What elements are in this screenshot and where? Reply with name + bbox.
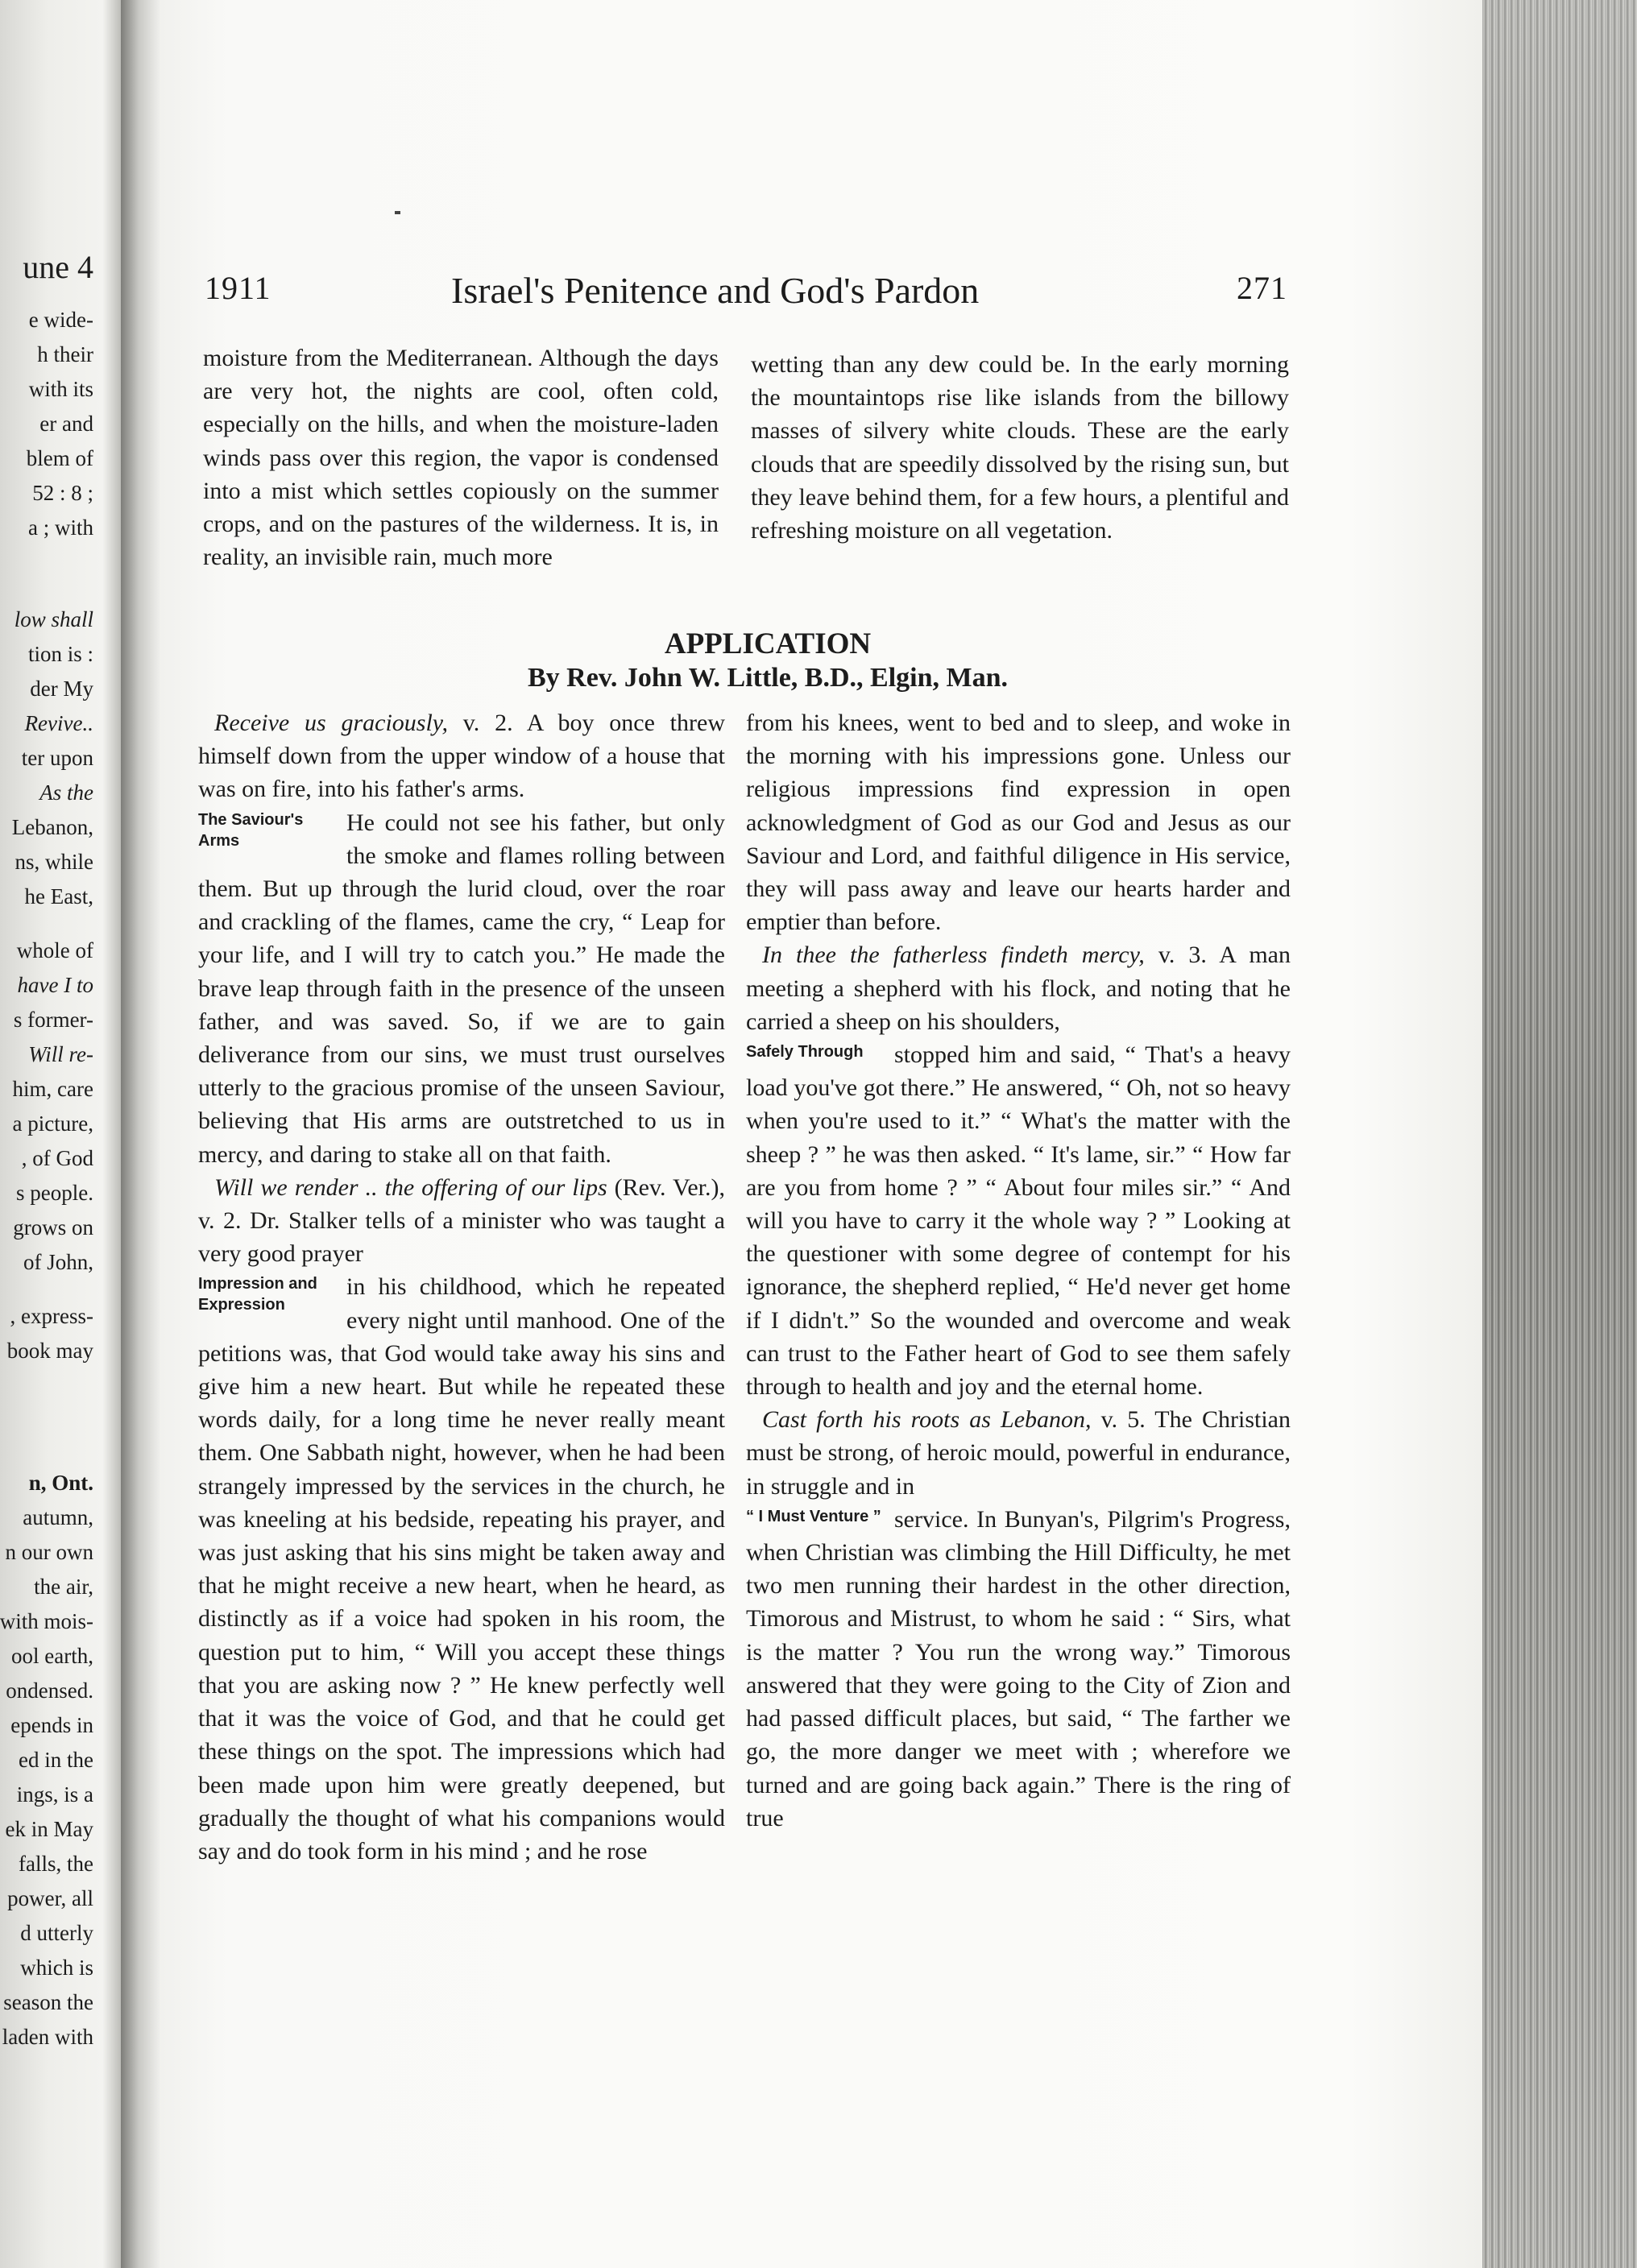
facing-page-line: he East,: [24, 884, 93, 908]
facing-page-line: the air,: [34, 1575, 93, 1599]
byline: By Rev. John W. Little, B.D., Elgin, Man.: [527, 663, 1009, 693]
facing-page-line: ondensed.: [6, 1678, 93, 1703]
print-speck: [395, 211, 400, 214]
facing-page-line: of John,: [23, 1250, 93, 1274]
side-heading: “ I Must Venture ”: [746, 1507, 881, 1525]
facing-page-line: n our own: [5, 1540, 93, 1564]
side-heading: Safely Through: [746, 1043, 864, 1062]
facing-page-line: grows on: [13, 1215, 93, 1240]
top-right-column: [751, 348, 1289, 547]
book-gutter: [121, 0, 161, 2268]
facing-page-line: ings, is a: [16, 1782, 93, 1807]
facing-page-line: ek in May: [5, 1817, 93, 1841]
paragraph: “ I Must Venture ” service. In Bunyan's, Pilgrim's Progress, when Christian was climbing the Hill Difficulty, he met two men running their hardest in the other direction, Timorous and Mistrust, to whom he said : “ Sirs, what is the matter ? You run the wrong way.” Timorous answered that they were going to the City of Zion and had passed difficult places, but said, “ The farther we go, the more danger we meet with ; wherefore we turned and are going back again.” There is the ring of true: [746, 1505, 1291, 1831]
facing-page-text: [0, 0, 121, 2268]
paragraph: Will we render .. the offering of our lips (Rev. Ver.), v. 2. Dr. Stalker tells of a minister who was taught a very good prayer: [198, 1173, 725, 1268]
facing-page-line: 52 : 8 ;: [32, 481, 93, 505]
facing-page-line: whole of: [16, 938, 93, 962]
facing-page-line: blem of: [26, 446, 93, 470]
facing-page-line: ed in the: [19, 1748, 93, 1772]
paragraph: Receive us graciously, v. 2. A boy once threw himself down from the upper window of a house that was on fire, into his father's arms.: [198, 710, 725, 803]
facing-page-line: h their: [37, 342, 93, 366]
side-heading: The Saviour's Arms: [198, 810, 304, 850]
facing-page-line: n, Ont.: [28, 1471, 93, 1495]
facing-page-line: have I to: [17, 973, 93, 997]
facing-page-line: , express-: [10, 1304, 93, 1328]
scripture-reference: Cast forth his roots as Lebanon,: [762, 1406, 1092, 1434]
facing-page-line: tion is :: [27, 642, 93, 666]
main-right-column: [746, 706, 1291, 1835]
facing-page-line: ool earth,: [11, 1644, 93, 1668]
section-heading: APPLICATION: [664, 627, 872, 660]
facing-page-line: er and: [39, 412, 93, 436]
paragraph: Impression and Expression in his childhood, which he repeated every night until manhood. One of the petitions was, that God would take away his sins and give him a new heart. But while he repeated these words daily, for a long time he never really meant them. One Sabbath night, however, when he had been strangely impressed by the services in the church, he was kneeling at his bedside, repeating his prayer, and was just asking that his sins might be taken away and that he might receive a new heart, when he heard, as distinctly as if a voice had spoken in his room, the question put to him, “ Will you accept these things that you are asking now ? ” He knew perfectly well that it was the voice of God, and that he could get these things on the spot. The impressions which had been made upon him were greatly deepened, but gradually the thought of what his companions would say and do took form in his mind ; and he rose: [198, 1273, 725, 1864]
facing-page-line: book may: [6, 1339, 93, 1363]
scripture-reference: Receive us graciously,: [214, 710, 448, 736]
paragraph: Safely Through stopped him and said, “ That's a heavy load you've got there.” He answered, “ Oh, not so heavy when you're used to it.” “ What's the matter with the sheep ? ” he was then asked. “ It's lame, sir.” “ How far are you from home ? ” “ About four miles sir.” “ And will you have to carry it the whole way ? ” Looking at the questioner with some degree of contempt for his ignorance, the shepherd replied, “ He'd never get home if I didn't.” So the wounded and overcome and weak can trust to the Father heart of God to see them safely through to health and joy and the eternal home.: [746, 1041, 1291, 1401]
facing-page-line: der My: [30, 677, 93, 701]
paragraph: The Saviour's Arms He could not see his father, but only the smoke and flames rolling between them. But up through the lurid cloud, over the roar and crackling of the flames, came the cry, “ Leap for your life, and I will try to catch you.” He made the brave leap through faith in the presence of the unseen father, and was saved. So, if we are to gain deliverance from our sins, we must trust ourselves utterly to the gracious promise of the unseen Saviour, believing that His arms are outstretched to us in mercy, and daring to stake all on that faith.: [198, 809, 725, 1168]
facing-page-line: him, care: [12, 1077, 93, 1101]
side-heading: Impression and Expression: [198, 1275, 317, 1314]
top-left-column: [203, 341, 719, 573]
facing-page-line: a ; with: [28, 515, 93, 540]
facing-page-line: season the: [3, 1990, 93, 2014]
running-title: Israel's Penitence and God's Pardon: [451, 270, 980, 311]
paragraph: from his knees, went to bed and to sleep, and woke in the morning with his impressions gone. Unless our religious impressions find expression in open acknowledgment of God as our God and Jesus as our Saviour and Lord, and faithful diligence in His service, they will pass away and leave our hearts harder and emptier than before.: [746, 710, 1291, 936]
paragraph: wetting than any dew could be. In the early morning the mountaintops rise like islands from the billowy masses of silvery white clouds. These are the early clouds that are speedily dissolved by the rising sun, but they leave behind them, for a few hours, a plentiful and refreshing moisture on all vegetation.: [751, 351, 1289, 544]
paragraph: Cast forth his roots as Lebanon, v. 5. The Christian must be strong, of heroic mould, powerful in endurance, in struggle and in: [746, 1406, 1291, 1500]
facing-page-line: laden with: [2, 2025, 93, 2049]
main-left-column: [198, 706, 725, 1868]
facing-page-line: autumn,: [23, 1505, 93, 1529]
facing-page-line: ter upon: [21, 746, 93, 770]
facing-page-line: low shall: [14, 607, 93, 631]
facing-page-line: , of God: [21, 1146, 93, 1170]
facing-page-line: falls, the: [19, 1852, 93, 1876]
facing-page-line: Revive..: [24, 711, 93, 735]
page-number: 271: [1237, 270, 1287, 306]
scripture-reference: In thee the fatherless findeth mercy,: [762, 942, 1145, 969]
paragraph: In thee the fatherless findeth mercy, v. 3. A man meeting a shepherd with his flock, and noting that he carried a sheep on his shoulders,: [746, 942, 1291, 1035]
facing-page-line: epends in: [10, 1713, 93, 1737]
facing-page-line: Lebanon,: [11, 815, 93, 839]
facing-page-line: power, all: [7, 1886, 93, 1910]
facing-page: [0, 0, 121, 2268]
facing-page-line: ns, while: [15, 850, 93, 874]
scripture-reference: Will we render .. the offering of our lips: [214, 1173, 607, 1201]
paragraph: moisture from the Mediterranean. Although the days are very hot, the nights are cool, often cold, especially on the hills, and when the moisture-laden winds pass over this region, the vapor is condensed into a mist which settles copiously on the summer crops, and on the pastures of the wilderness. It is, in reality, an invisible rain, much more: [203, 345, 719, 571]
page-year: 1911: [205, 270, 271, 306]
facing-page-line: s former-: [13, 1008, 93, 1032]
facing-page-line: with mois-: [0, 1609, 93, 1633]
facing-page-line: s people.: [16, 1181, 93, 1205]
facing-page-line: As the: [39, 780, 93, 805]
facing-page-line: Will re-: [28, 1042, 93, 1066]
facing-page-line: with its: [28, 377, 93, 401]
facing-page-line: une 4: [23, 249, 93, 285]
facing-page-line: e wide-: [28, 308, 93, 332]
facing-page-line: which is: [20, 1956, 93, 1980]
facing-page-line: a picture,: [12, 1111, 93, 1136]
facing-page-line: d utterly: [20, 1921, 93, 1945]
